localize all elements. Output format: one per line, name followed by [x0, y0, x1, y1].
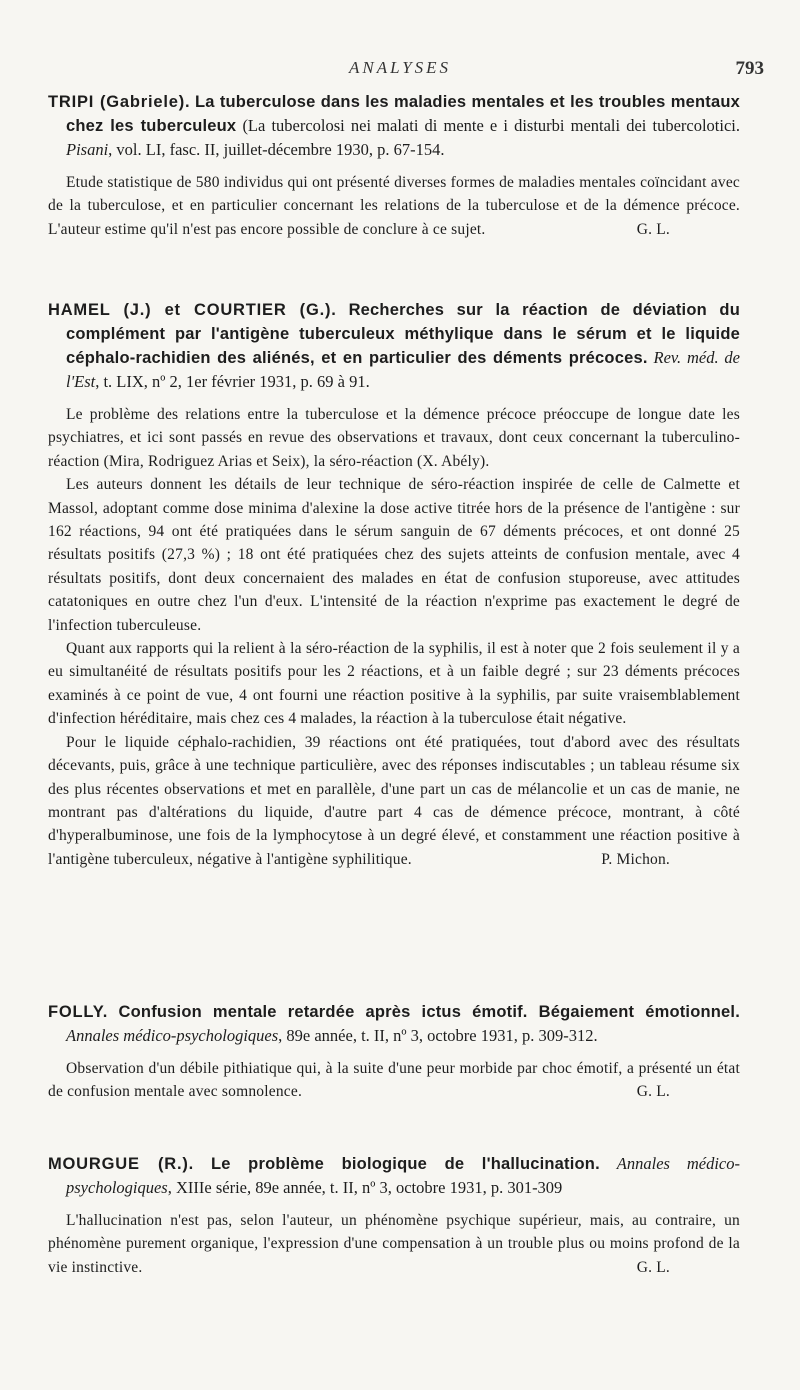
entry-title: Confusion mentale retardée après ictus émotif. Bégaiement émotionnel.: [118, 1003, 740, 1021]
entry-paragraph: Le problème des relations entre la tuberculose et la démence précoce préoccupe de longue date les psychiatres, et ici sont passés en revue des observations et travaux, dont ceux concernant la tuberculino-réaction (Mira, Rodriguez Arias et Seix), la séro-réaction (X. Abély).: [48, 406, 740, 470]
reviewer-signature: G. L.: [636, 1083, 670, 1101]
reviewer-signature: G. L.: [636, 220, 670, 238]
entry-heading: [48, 90, 740, 161]
entry-paragraph: Etude statistique de 580 individus qui ont présenté diverses formes de maladies mentales coïncidant avec de la tuberculose, et en particulier concernant les relations de la tuberculose et de la démence précoce. L'auteur estime qu'il n'est pas encore possible de conclure à ce sujet. G. L.: [48, 171, 740, 241]
entry-paragraph: L'hallucination n'est pas, selon l'auteur, un phénomène psychique supérieur, mais, au contraire, un phénomène purement organique, l'expression d'une compensation à un trouble plus ou moins profond de la vie instinctive. G. L.: [48, 1209, 740, 1279]
entry-reference: (La tubercolosi nei malati di mente e i disturbi mentali dei tubercolotici. Pisani, vol. LI, fasc. II, juillet-décembre 1930, p. 67-154.: [66, 116, 741, 159]
entry-paragraph: Quant aux rapports qui la relient à la séro-réaction de la syphilis, il est à noter que 2 fois seulement il y a eu simultanéité de résultats positifs pour les 2 réactions, et à un faible degré ; sur 23 déments précoces examinés à ce point de vue, 4 ont fourni une réaction positive à la syphilis, par suite vraisemblablement d'infection héréditaire, mais chez ces 4 malades, la réaction à la tuberculose était négative.: [48, 640, 740, 728]
page-number: 793: [735, 58, 764, 79]
entry-title: Recherches sur la réaction de déviation du complément par l'antigène tuberculeux méthylique dans le sérum et le liquide céphalo-rachidien des aliénés, et en particulier des déments précoces.: [66, 301, 740, 367]
running-title: ANALYSES: [348, 58, 452, 77]
reviewer-signature: P. Michon.: [601, 850, 670, 868]
entry-paragraph: Les auteurs donnent les détails de leur technique de séro-réaction inspirée de celle de Calmette et Massol, adoptant comme dose minima d'alexine la dose active titrée hors de la présence de l'antigène : sur 162 réactions, 94 ont été pratiquées dans le sérum sanguin de 67 déments précoces, et ont donné 25 résultats positifs (27,3 %) ; 18 ont été pratiquées chez des sujets atteints de confusion mentale, avec 4 résultats positifs, dont deux concernaient des malades en état de confusion stuporeuse, avec attitudes catatoniques en outre chez l'un d'eux. L'intensité de la réaction n'exprime pas exactement le degré de l'infection tuberculeuse.: [48, 476, 740, 634]
entry-title: Le problème biologique de l'hallucination.: [210, 1155, 600, 1173]
entry-body: [48, 1209, 740, 1279]
entry-author: MOURGUE (R.).: [48, 1155, 195, 1173]
journal-name: Rev. méd. de l'Est: [66, 348, 740, 391]
entry-author: FOLLY.: [48, 1003, 109, 1021]
entry-title: La tuberculose dans les maladies mentales et les troubles mentaux chez les tuberculeux: [66, 93, 740, 135]
review-entry-tripi: [48, 90, 740, 241]
review-entry-folly: [48, 1000, 740, 1104]
review-entry-hamel-courtier: [48, 298, 740, 871]
entry-heading: [48, 1152, 740, 1199]
entry-paragraph: Observation d'un débile pithiatique qui, à la suite d'une peur morbide par choc émotif, a présenté un état de confusion mentale avec somnolence. G. L.: [48, 1057, 740, 1104]
journal-name: Annales médico-psychologiques: [66, 1154, 740, 1197]
entry-heading: [48, 1000, 740, 1047]
entry-reference: Annales médico-psychologiques, XIIIe série, 89e année, t. II, nº 3, octobre 1931, p. 301-309: [66, 1154, 740, 1197]
reviewer-signature: G. L.: [636, 1258, 670, 1276]
review-entry-mourgue: [48, 1152, 740, 1279]
entry-author: HAMEL (J.) et COURTIER (G.).: [48, 301, 337, 319]
entry-body: [48, 403, 740, 871]
journal-name: Annales médico-psychologiques: [66, 1026, 279, 1045]
entry-reference: Annales médico-psychologiques, 89e année, t. II, nº 3, octobre 1931, p. 309-312.: [66, 1026, 598, 1045]
entry-body: [48, 1057, 740, 1104]
entry-author: TRIPI (Gabriele).: [48, 93, 191, 111]
entry-body: [48, 171, 740, 241]
running-header: [0, 58, 800, 82]
entry-reference: Rev. méd. de l'Est, t. LIX, nº 2, 1er février 1931, p. 69 à 91.: [66, 348, 740, 391]
journal-name: Pisani: [66, 140, 109, 159]
entry-heading: [48, 298, 740, 393]
entry-paragraph: Pour le liquide céphalo-rachidien, 39 réactions ont été pratiquées, tout d'abord avec des résultats décevants, puis, grâce à une technique particulière, avec des réponses indiscutables ; un tableau résume six des plus récentes observations et met en parallèle, d'une part un cas de mélancolie et un cas de manie, ne montrant pas d'altérations du liquide, d'autre part 4 cas de démence précoce, montrant, à côté d'hyperalbuminose, une fois de la lymphocytose à un degré élevé, et constamment une réaction positive à l'antigène tuberculeux, négative à l'antigène syphilitique. P. Michon.: [48, 731, 740, 871]
